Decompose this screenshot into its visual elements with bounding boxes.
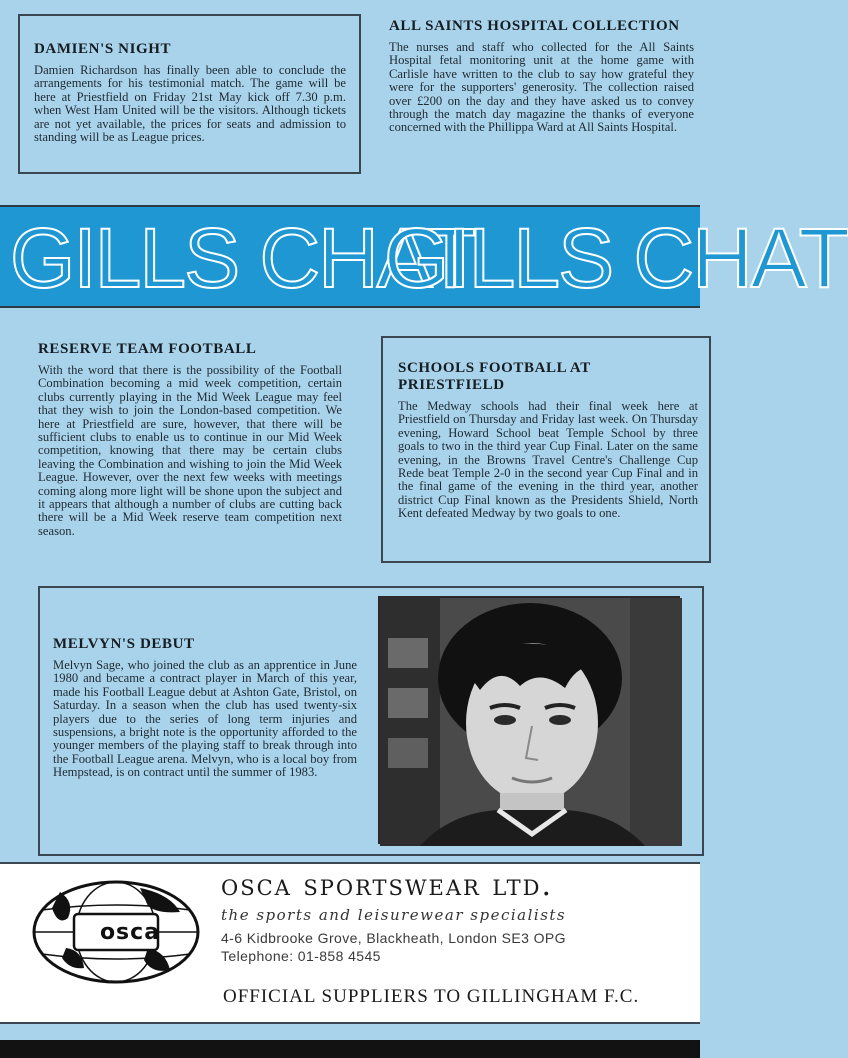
gills-chat-banner-text-2: GILLS CHAT xyxy=(384,211,848,305)
official-suppliers-line: OFFICIAL SUPPLIERS TO GILLINGHAM F.C. xyxy=(223,986,640,1007)
schools-football-box xyxy=(381,336,711,563)
osca-advert xyxy=(0,862,700,1024)
damiens-night-title: DAMIEN'S NIGHT xyxy=(34,41,172,57)
damiens-night-box xyxy=(18,14,361,174)
all-saints-article xyxy=(389,18,694,135)
gills-chat-banner xyxy=(0,205,848,308)
damiens-night-body: Damien Richardson has finally been able to conclude the arrangements for his testimonial match. The game will be here at Priestfield on Friday 21st May kick off 7.30 p.m. when West Ham United will be the visitors. Although tickets are not yet available, the prices for seats and admission to standing will be as League prices. xyxy=(34,63,346,145)
melvyn-debut-body: Melvyn Sage, who joined the club as an apprentice in June 1980 and became a contract player in March of this year, made his Football League debut at Ashton Gate, Bristol, on Saturday. In a season when the club has used twenty-six players due to the series of long term injuries and suspensions, a bright note is the opportunity afforded to the younger members of the playing staff to break through into the Football League arena. Melvyn, who is a local boy from Hempstead, is on contract until the summer of 1983. xyxy=(53,658,357,780)
osca-tagline: the sports and leisurewear specialists xyxy=(221,906,567,924)
player-photo xyxy=(378,596,680,844)
osca-company-name: osca sportswear ltd. xyxy=(221,868,553,903)
bottom-edge-bar xyxy=(0,1040,700,1058)
all-saints-title: ALL SAINTS HOSPITAL COLLECTION xyxy=(389,18,680,34)
reserve-team-title: RESERVE TEAM FOOTBALL xyxy=(38,341,257,357)
all-saints-body: The nurses and staff who collected for the All Saints Hospital fetal monitoring unit at the home game with Carlisle have written to the club to say how grateful they were for the supporters' generosity. The collection raised over £200 on the day and they have asked us to convey through the match day magazine the thanks of everyone concerned with the Phillippa Ward at All Saints Hospital. xyxy=(389,40,694,135)
player-portrait-illustration xyxy=(380,598,682,846)
schools-football-body: The Medway schools had their final week here at Priestfield on Thursday and Friday last week. On Thursday evening, Howard School beat Temple School by three goals to two in the third year Cup Final. Later on the same evening, in the Browns Travel Centre's Challenge Cup Rede beat Temple 2-0 in the second year Cup Final and in the final game of the evening in the third year, another district Cup Final known as the Presidents Shield, North Kent defeated Medway by two goals to one. xyxy=(398,399,698,521)
reserve-team-article xyxy=(38,341,342,538)
melvyn-debut-title: MELVYN'S DEBUT xyxy=(53,636,195,652)
osca-telephone: Telephone: 01-858 4545 xyxy=(221,948,381,964)
osca-address: 4-6 Kidbrooke Grove, Blackheath, London SE3 OPG xyxy=(221,930,566,946)
gills-chat-banner-text-1: GILLS CHAT xyxy=(10,211,474,305)
osca-logo-text: osca xyxy=(99,920,161,945)
schools-football-title: SCHOOLS FOOTBALL AT PRIESTFIELD xyxy=(398,360,591,393)
reserve-team-body: With the word that there is the possibility of the Football Combination becoming a mid week competition, certain clubs currently playing in the Mid Week League may feel that they wish to join the London-based competition. We here at Priestfield are sure, however, that there will be sufficient clubs to enable us to continue in our Mid Week competition, knowing that there may be certain clubs leaving the Combination and wishing to join the Mid Week League. However, over the next few weeks with meetings coming along more light will be shone upon the subject and it appears that although a number of clubs are cutting back there will be a Mid Week reserve team competition next season. xyxy=(38,363,342,538)
